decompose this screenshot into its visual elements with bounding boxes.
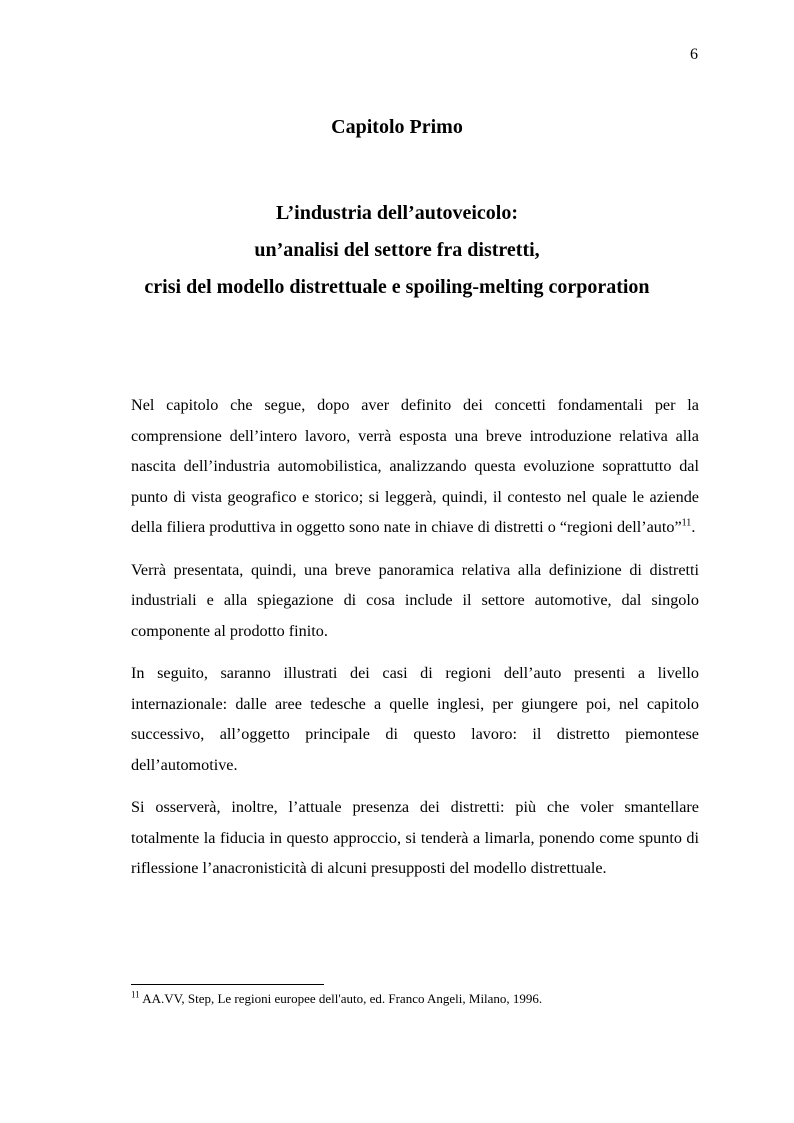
- footnote-divider: [131, 984, 324, 985]
- footnote-number: 11: [131, 989, 140, 1000]
- chapter-title-line: crisi del modello distrettuale e spoiling-melting corporation: [144, 276, 650, 298]
- paragraph-text: Nel capitolo che segue, dopo aver definito dei concetti fondamentali per la comprensione dell’intero lavoro, verrà esposta una breve introduzione relativa alla nascita dell’industria automobilistica, analizzando questa evoluzione soprattutto dal punto di vista geografico e storico; si leggerà, quindi, il contesto nel quale le aziende della filiera produttiva in oggetto sono nate in chiave di distretti o “regioni dell’auto”: [131, 396, 699, 536]
- chapter-title: [0, 195, 794, 306]
- page-number: 6: [690, 46, 698, 63]
- footnote-reference: 11: [681, 517, 692, 529]
- paragraph: In seguito, saranno illustrati dei casi di regioni dell’auto presenti a livello internazionale: dalle aree tedesche a quelle inglesi, per giungere poi, nel capitolo successivo, all’oggetto principale di questo lavoro: il distretto piemontese dell’automotive.: [131, 664, 699, 774]
- footnote-text: AA.VV, Step, Le regioni europee dell'auto, ed. Franco Angeli, Milano, 1996.: [142, 991, 543, 1006]
- footnote: [131, 991, 699, 1007]
- paragraph: [131, 390, 699, 543]
- paragraph: Verrà presentata, quindi, una breve panoramica relativa alla definizione di distretti industriali e alla spiegazione di cosa include il settore automotive, dal singolo componente al prodotto finito.: [131, 560, 699, 640]
- paragraph-end: .: [691, 518, 696, 536]
- chapter-title-line: un’analisi del settore fra distretti,: [254, 239, 540, 261]
- paragraph: Si osserverà, inoltre, l’attuale presenza dei distretti: più che voler smantellare totalmente la fiducia in questo approccio, si tenderà a limarla, ponendo come spunto di riflessione l’anacronisticità di alcuni presupposti del modello distrettuale.: [131, 798, 699, 877]
- chapter-label: Capitolo Primo: [331, 116, 463, 138]
- body-text: [131, 390, 699, 896]
- chapter-title-line: L’industria dell’autoveicolo:: [275, 202, 519, 224]
